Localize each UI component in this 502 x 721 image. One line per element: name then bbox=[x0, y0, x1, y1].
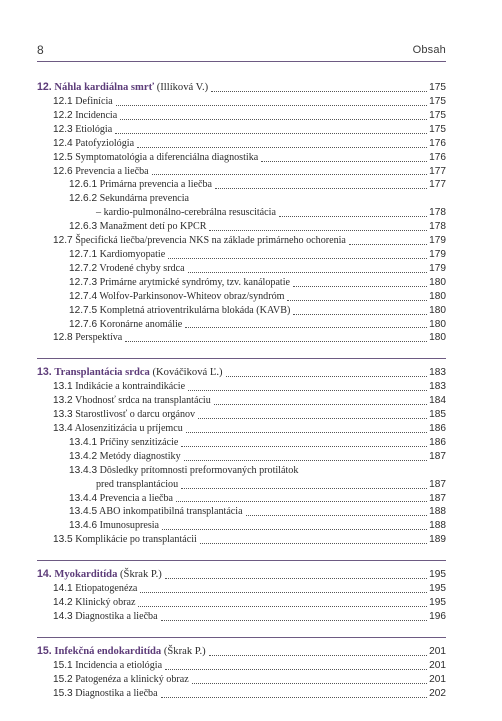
entry-title: Imunosupresia bbox=[99, 520, 160, 532]
entry-number: 12.7.6 bbox=[69, 318, 98, 330]
dot-leader bbox=[188, 390, 427, 391]
entry-number: 13.4 bbox=[53, 423, 73, 435]
dot-leader bbox=[181, 488, 427, 489]
entry-text bbox=[53, 331, 122, 345]
entry-title: Starostlivosť o darcu orgánov bbox=[75, 409, 196, 421]
toc-entry[interactable] bbox=[37, 165, 446, 179]
chapter-number: 13. bbox=[37, 366, 52, 379]
toc-entry[interactable] bbox=[37, 262, 446, 276]
page-ref: 180 bbox=[429, 276, 446, 288]
toc-entry[interactable] bbox=[37, 178, 446, 192]
entry-title-continued: – kardio-pulmonálno-cerebrálna resuscitácia bbox=[96, 207, 276, 219]
entry-text bbox=[69, 505, 243, 519]
page-ref: 176 bbox=[429, 137, 446, 149]
toc-entry[interactable] bbox=[37, 318, 446, 332]
entry-title: Indikácie a kontraindikácie bbox=[75, 381, 186, 393]
entry-text bbox=[53, 659, 162, 673]
dot-leader bbox=[115, 133, 427, 134]
page-ref: 180 bbox=[429, 304, 446, 316]
dot-leader bbox=[261, 161, 427, 162]
chapter-heading-text bbox=[37, 365, 223, 380]
dot-leader bbox=[140, 592, 427, 593]
entry-title: Patofyziológia bbox=[75, 137, 135, 149]
entry-number: 13.4.1 bbox=[69, 436, 98, 448]
page-ref: 175 bbox=[429, 96, 446, 107]
entry-text bbox=[53, 151, 258, 165]
entry-number: 12.6.2 bbox=[69, 193, 98, 205]
entry-text bbox=[69, 450, 181, 464]
chapter-rule bbox=[37, 637, 446, 638]
entry-number: 12.1 bbox=[53, 96, 73, 107]
toc-entry[interactable] bbox=[37, 394, 446, 408]
entry-number: 12.7.1 bbox=[69, 248, 98, 260]
table-of-contents bbox=[37, 80, 446, 701]
page-ref: 180 bbox=[429, 290, 446, 302]
entry-text bbox=[53, 95, 113, 109]
entry-title: Koronárne anomálie bbox=[99, 318, 183, 330]
entry-number: 12.3 bbox=[53, 123, 73, 135]
page-ref: 187 bbox=[429, 450, 446, 462]
entry-title: Manažment detí po KPCR bbox=[99, 221, 207, 233]
toc-entry[interactable] bbox=[37, 192, 446, 206]
entry-title: Prevencia a liečba bbox=[99, 492, 174, 504]
entry-title: Prevencia a liečba bbox=[75, 165, 149, 177]
page-ref: 177 bbox=[429, 179, 446, 191]
entry-text bbox=[53, 380, 185, 394]
dot-leader bbox=[137, 147, 427, 148]
entry-title: Alosenzitizácia u príjemcu bbox=[74, 423, 183, 435]
page-ref: 187 bbox=[429, 492, 446, 504]
chapter-title: Transplantácia srdca bbox=[54, 367, 150, 379]
entry-number: 12.7.2 bbox=[69, 262, 98, 274]
page-ref: 183 bbox=[429, 367, 446, 379]
dot-leader bbox=[279, 216, 427, 217]
entry-text bbox=[69, 220, 206, 234]
page-ref: 186 bbox=[429, 423, 446, 435]
entry-text bbox=[53, 687, 158, 701]
entry-text bbox=[53, 137, 134, 151]
entry-title: Diagnostika a liečba bbox=[75, 611, 158, 622]
toc-entry[interactable] bbox=[37, 492, 446, 506]
toc-entry[interactable] bbox=[37, 95, 446, 109]
dot-leader bbox=[293, 314, 427, 315]
toc-entry[interactable] bbox=[37, 659, 446, 673]
dot-leader bbox=[184, 460, 428, 461]
chapter-authors: (Kováčiková Ľ.) bbox=[152, 367, 223, 379]
page-ref: 175 bbox=[429, 123, 446, 135]
entry-title: Definícia bbox=[75, 96, 113, 107]
dot-leader bbox=[246, 515, 428, 516]
entry-text bbox=[53, 596, 135, 610]
page-ref: 196 bbox=[429, 611, 446, 622]
dot-leader bbox=[214, 404, 427, 405]
toc-entry[interactable] bbox=[37, 582, 446, 596]
entry-number: 12.5 bbox=[53, 151, 73, 163]
dot-leader bbox=[162, 529, 427, 530]
running-title: Obsah bbox=[412, 44, 446, 56]
entry-text bbox=[69, 436, 178, 450]
entry-title: Vhodnosť srdca na transplantáciu bbox=[75, 395, 211, 407]
entry-text bbox=[69, 318, 182, 332]
toc-entry[interactable] bbox=[37, 331, 446, 345]
entry-text bbox=[69, 464, 298, 478]
entry-title: Diagnostika a liečba bbox=[75, 687, 158, 699]
toc-entry[interactable] bbox=[37, 533, 446, 547]
entry-number: 13.1 bbox=[53, 381, 73, 393]
page-ref: 186 bbox=[429, 436, 446, 448]
entry-title: Sekundárna prevencia bbox=[99, 193, 190, 205]
toc-entry[interactable] bbox=[37, 290, 446, 304]
toc-entry[interactable] bbox=[37, 450, 446, 464]
chapter-number: 14. bbox=[37, 568, 52, 581]
toc-entry[interactable] bbox=[37, 408, 446, 422]
dot-leader bbox=[209, 655, 427, 656]
entry-number: 13.4.3 bbox=[69, 464, 98, 476]
entry-title: Primárna prevencia a liečba bbox=[99, 179, 212, 191]
toc-entry[interactable] bbox=[37, 422, 446, 436]
page-ref: 188 bbox=[429, 506, 446, 518]
chapter-rule bbox=[37, 560, 446, 561]
entry-number: 13.4.2 bbox=[69, 450, 98, 462]
page-ref: 201 bbox=[429, 673, 446, 685]
dot-leader bbox=[211, 91, 427, 92]
dot-leader bbox=[138, 606, 427, 607]
entry-text bbox=[69, 304, 290, 318]
toc-entry-continuation[interactable] bbox=[37, 478, 446, 492]
page-ref: 183 bbox=[429, 381, 446, 393]
toc-entry[interactable] bbox=[37, 673, 446, 687]
dot-leader bbox=[188, 272, 428, 273]
entry-text bbox=[53, 408, 195, 422]
entry-number: 13.4.4 bbox=[69, 492, 98, 504]
entry-text bbox=[69, 192, 189, 206]
header-rule bbox=[37, 61, 446, 62]
toc-entry[interactable] bbox=[37, 109, 446, 123]
dot-leader bbox=[125, 341, 427, 342]
chapter-title: Náhla kardiálna smrť bbox=[54, 82, 155, 93]
entry-title: Kardiomyopatie bbox=[99, 248, 166, 260]
entry-title: Príčiny senzitizácie bbox=[99, 436, 179, 448]
toc-chapter bbox=[37, 80, 446, 345]
entry-title: Etiopatogenéza bbox=[75, 583, 138, 595]
entry-number: 13.5 bbox=[53, 534, 73, 546]
entry-title: Symptomatológia a diferenciálna diagnostika bbox=[75, 151, 259, 163]
dot-leader bbox=[161, 697, 428, 698]
page-header bbox=[37, 43, 446, 61]
page-ref: 195 bbox=[429, 597, 446, 609]
entry-number: 14.2 bbox=[53, 597, 73, 609]
dot-leader bbox=[176, 501, 427, 502]
entry-title: Incidencia bbox=[75, 109, 118, 121]
entry-title: Vrodené chyby srdca bbox=[99, 262, 185, 274]
entry-text bbox=[53, 533, 197, 547]
page-ref: 180 bbox=[429, 318, 446, 330]
chapter-heading-text bbox=[37, 80, 208, 95]
section-gap bbox=[37, 624, 446, 637]
entry-text bbox=[53, 673, 189, 687]
entry-title: Komplikácie po transplantácii bbox=[75, 534, 197, 546]
dot-leader bbox=[165, 669, 427, 670]
entry-number: 15.2 bbox=[53, 673, 73, 685]
section-gap bbox=[37, 345, 446, 358]
toc-entry[interactable] bbox=[37, 220, 446, 234]
entry-number: 12.6.1 bbox=[69, 179, 98, 191]
page-ref: 201 bbox=[429, 659, 446, 671]
dot-leader bbox=[200, 543, 427, 544]
toc-entry[interactable] bbox=[37, 464, 446, 478]
entry-number: 12.7.3 bbox=[69, 276, 98, 288]
dot-leader bbox=[287, 300, 427, 301]
toc-entry[interactable] bbox=[37, 505, 446, 519]
page-ref: 195 bbox=[429, 583, 446, 595]
entry-number: 13.3 bbox=[53, 409, 73, 421]
page-ref: 179 bbox=[429, 262, 446, 274]
dot-leader bbox=[209, 230, 427, 231]
entry-text bbox=[53, 123, 112, 137]
dot-leader bbox=[192, 683, 427, 684]
entry-text bbox=[69, 262, 185, 276]
dot-leader bbox=[161, 620, 428, 621]
chapter-authors: (Illíková V.) bbox=[156, 82, 209, 93]
entry-title: Primárne arytmické syndrómy, tzv. kanálopatie bbox=[99, 276, 291, 288]
entry-title-continued: pred transplantáciou bbox=[96, 478, 179, 490]
page-ref: 201 bbox=[429, 645, 446, 657]
toc-entry[interactable] bbox=[37, 610, 446, 624]
entry-text bbox=[69, 519, 159, 533]
entry-title: Kompletná atrioventrikulárna blokáda (KAVB) bbox=[99, 304, 291, 316]
dot-leader bbox=[152, 174, 428, 175]
toc-entry[interactable] bbox=[37, 137, 446, 151]
dot-leader bbox=[293, 286, 427, 287]
toc-entry[interactable] bbox=[37, 123, 446, 137]
entry-number: 12.2 bbox=[53, 109, 73, 121]
page-ref: 179 bbox=[429, 248, 446, 260]
toc-chapter bbox=[37, 560, 446, 624]
entry-number: 14.3 bbox=[53, 611, 73, 622]
toc-entry[interactable] bbox=[37, 151, 446, 165]
dot-leader bbox=[116, 105, 427, 106]
entry-title: Perspektíva bbox=[75, 332, 123, 344]
entry-title: Metódy diagnostiky bbox=[99, 450, 181, 462]
entry-text bbox=[69, 248, 165, 262]
toc-entry[interactable] bbox=[37, 248, 446, 262]
entry-title: Wolfov-Parkinsonov-Whiteov obraz/syndróm bbox=[99, 290, 285, 302]
page-ref: 187 bbox=[429, 478, 446, 490]
chapter-number: 15. bbox=[37, 644, 52, 657]
dot-leader bbox=[120, 119, 427, 120]
entry-text bbox=[69, 276, 290, 290]
toc-chapter-heading[interactable] bbox=[37, 80, 446, 95]
entry-number: 12.4 bbox=[53, 137, 73, 149]
toc-entry[interactable] bbox=[37, 436, 446, 450]
chapter-authors: (Škrak P.) bbox=[120, 569, 162, 581]
chapter-authors: (Škrak P.) bbox=[163, 645, 206, 657]
entry-title: Incidencia a etiológia bbox=[75, 659, 163, 671]
dot-leader bbox=[349, 244, 427, 245]
toc-entry[interactable] bbox=[37, 304, 446, 318]
chapter-number: 12. bbox=[37, 81, 52, 93]
page-ref: 180 bbox=[429, 332, 446, 344]
toc-chapter-heading[interactable] bbox=[37, 567, 446, 582]
dot-leader bbox=[185, 327, 427, 328]
entry-text bbox=[69, 290, 284, 304]
toc-chapter-heading[interactable] bbox=[37, 365, 446, 380]
toc-chapter bbox=[37, 358, 446, 547]
entry-number: 12.7.4 bbox=[69, 290, 98, 302]
page-ref: 185 bbox=[429, 409, 446, 421]
entry-text bbox=[53, 582, 137, 596]
entry-number: 12.6 bbox=[53, 165, 73, 177]
page-ref: 184 bbox=[429, 395, 446, 407]
entry-text bbox=[53, 422, 183, 436]
toc-entry[interactable] bbox=[37, 234, 446, 248]
entry-text bbox=[53, 394, 211, 408]
dot-leader bbox=[186, 432, 427, 433]
entry-number: 13.4.6 bbox=[69, 520, 98, 532]
page-ref: 189 bbox=[429, 534, 446, 546]
dot-leader bbox=[226, 376, 428, 377]
dot-leader bbox=[198, 418, 427, 419]
entry-title: Dôsledky prítomnosti preformovaných protilátok bbox=[99, 464, 299, 476]
toc-entry[interactable] bbox=[37, 519, 446, 533]
entry-number: 15.3 bbox=[53, 687, 73, 699]
toc-entry-continuation[interactable] bbox=[37, 206, 446, 220]
entry-text bbox=[53, 234, 346, 248]
chapter-title: Infekčná endokarditída bbox=[54, 645, 162, 657]
entry-number: 12.7 bbox=[53, 235, 73, 247]
toc-chapter bbox=[37, 637, 446, 701]
toc-entry[interactable] bbox=[37, 687, 446, 701]
entry-number: 15.1 bbox=[53, 659, 73, 671]
chapter-heading-text bbox=[37, 644, 206, 659]
entry-number: 13.4.5 bbox=[69, 506, 98, 518]
entry-title: Špecifická liečba/prevencia NKS na základe primárneho ochorenia bbox=[75, 235, 346, 247]
chapter-rule bbox=[37, 358, 446, 359]
page-ref: 178 bbox=[429, 207, 446, 219]
entry-number: 12.7.5 bbox=[69, 304, 98, 316]
page-ref: 176 bbox=[429, 151, 446, 163]
page-ref: 177 bbox=[429, 165, 446, 177]
entry-title: Patogenéza a klinický obraz bbox=[75, 673, 189, 685]
dot-leader bbox=[165, 578, 427, 579]
page-ref: 175 bbox=[429, 82, 446, 93]
entry-number: 13.2 bbox=[53, 395, 73, 407]
dot-leader bbox=[181, 446, 427, 447]
entry-text bbox=[53, 165, 149, 179]
entry-number: 14.1 bbox=[53, 583, 73, 595]
chapter-title: Myokarditída bbox=[54, 569, 118, 581]
toc-entry[interactable] bbox=[37, 276, 446, 290]
toc-entry[interactable] bbox=[37, 596, 446, 610]
entry-text bbox=[53, 610, 158, 624]
section-gap bbox=[37, 547, 446, 560]
page-number: 8 bbox=[37, 43, 44, 57]
toc-chapter-heading[interactable] bbox=[37, 644, 446, 659]
page-ref: 175 bbox=[429, 109, 446, 121]
dot-leader bbox=[168, 258, 427, 259]
chapter-heading-text bbox=[37, 567, 162, 582]
toc-entry[interactable] bbox=[37, 380, 446, 394]
entry-number: 12.8 bbox=[53, 332, 73, 344]
entry-text bbox=[69, 178, 212, 192]
entry-text bbox=[53, 109, 117, 123]
page-ref: 178 bbox=[429, 221, 446, 233]
entry-number: 12.6.3 bbox=[69, 221, 98, 233]
page-ref: 179 bbox=[429, 235, 446, 247]
entry-title: ABO inkompatibilná transplantácia bbox=[99, 506, 243, 518]
page-ref: 195 bbox=[429, 569, 446, 581]
entry-title: Klinický obraz bbox=[75, 597, 136, 609]
entry-text bbox=[69, 492, 173, 506]
entry-title: Etiológia bbox=[75, 123, 113, 135]
page-ref: 202 bbox=[429, 687, 446, 699]
dot-leader bbox=[215, 188, 427, 189]
page-ref: 188 bbox=[429, 520, 446, 532]
